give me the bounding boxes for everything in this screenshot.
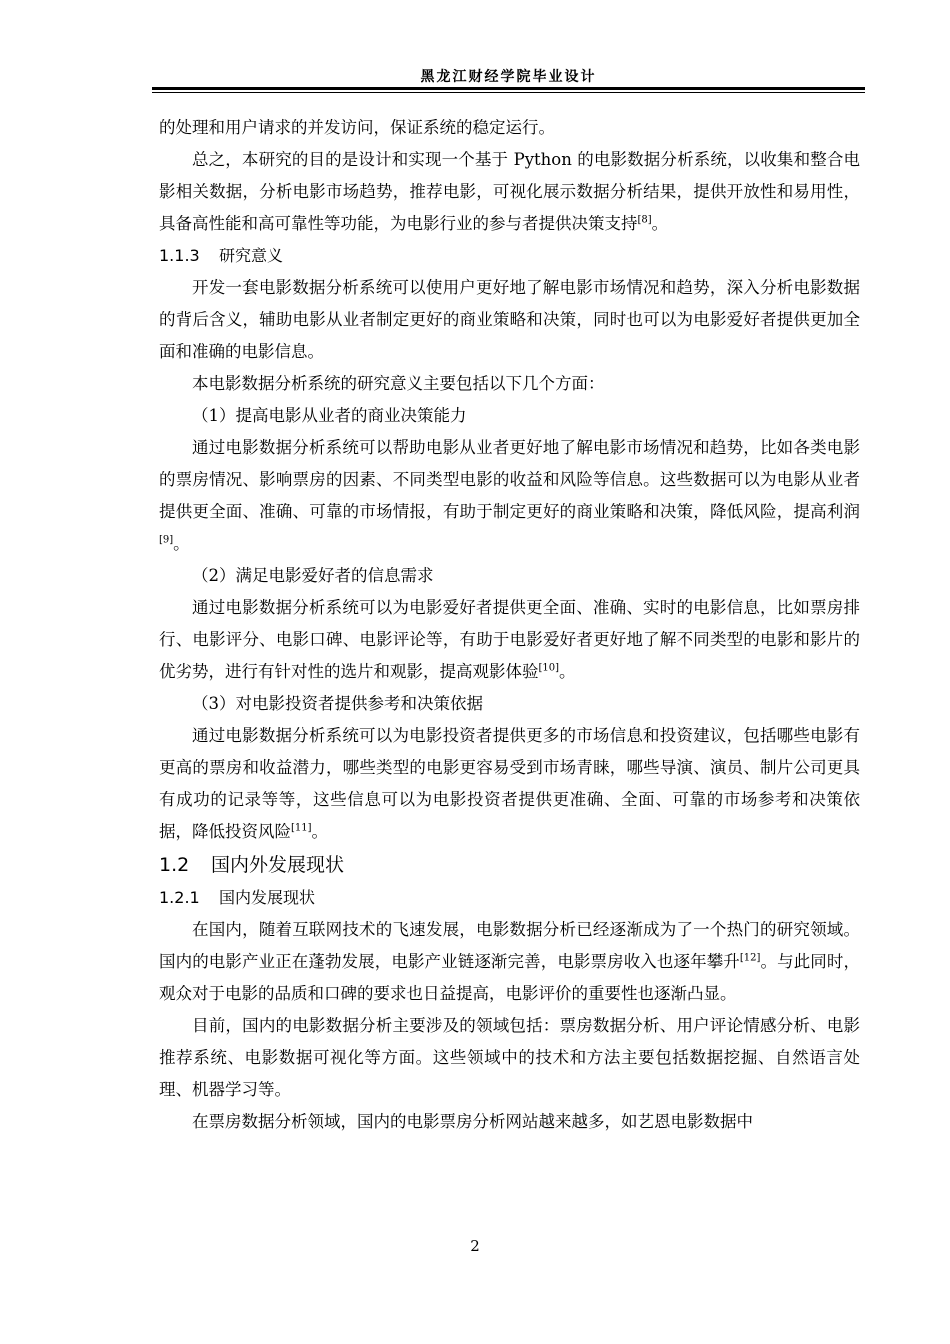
section-heading-1-2: 1.2 国内外发展现状 xyxy=(159,854,345,876)
citation: [8] xyxy=(637,214,652,226)
paragraph: 通过电影数据分析系统可以为电影爱好者提供更全面、准确、实时的电影信息，比如票房排行、电影评分、电影口碑、电影评论等，有助于电影爱好者更好地了解不同类型的电影和影片的优劣势，进行有针对性的选片和观影，提高观影体验[10]。 xyxy=(159,598,860,681)
page-number: 2 xyxy=(470,1237,480,1255)
paragraph: 的处理和用户请求的并发访问，保证系统的稳定运行。 xyxy=(159,118,555,137)
paragraph: 在国内，随着互联网技术的飞速发展，电影数据分析已经逐渐成为了一个热门的研究领域。国内的电影产业正在蓬勃发展，电影产业链逐渐完善，电影票房收入也逐年攀升[12]。与此同时，观众对于电影的品质和口碑的要求也日益提高，电影评价的重要性也逐渐凸显。 xyxy=(159,920,861,1003)
section-heading-1-1-3: 1.1.3 研究意义 xyxy=(159,246,284,265)
header-rule-thick xyxy=(152,87,865,90)
paragraph: 本电影数据分析系统的研究意义主要包括以下几个方面： xyxy=(192,374,605,393)
header-title: 黑龙江财经学院毕业设计 xyxy=(420,69,597,85)
list-heading: （2）满足电影爱好者的信息需求 xyxy=(192,566,434,585)
paragraph: 通过电影数据分析系统可以为电影投资者提供更多的市场信息和投资建议，包括哪些电影有更高的票房和收益潜力，哪些类型的电影更容易受到市场青睐，哪些导演、演员、制片公司更具有成功的记录等等，这些信息可以为电影投资者提供更准确、全面、可靠的市场参考和决策依据，降低投资风险[11]。 xyxy=(159,726,860,841)
document-body xyxy=(159,112,860,1138)
paragraph: 目前，国内的电影数据分析主要涉及的领域包括：票房数据分析、用户评论情感分析、电影推荐系统、电影数据可视化等方面。这些领域中的技术和方法主要包括数据挖掘、自然语言处理、机器学习等。 xyxy=(159,1016,860,1099)
section-heading-1-2-1: 1.2.1 国内发展现状 xyxy=(159,888,316,907)
page-header xyxy=(152,66,865,96)
header-rule-thin xyxy=(152,92,865,93)
list-heading: （3）对电影投资者提供参考和决策依据 xyxy=(192,694,483,713)
paragraph: 通过电影数据分析系统可以帮助电影从业者更好地了解电影市场情况和趋势，比如各类电影的票房情况、影响票房的因素、不同类型电影的收益和风险等信息。这些数据可以为电影从业者提供更全面、准确、可靠的市场情报，有助于制定更好的商业策略和决策，降低风险，提高利润[9]。 xyxy=(159,438,860,553)
citation: [11] xyxy=(291,822,312,834)
paragraph: 在票房数据分析领域，国内的电影票房分析网站越来越多，如艺恩电影数据中 xyxy=(192,1112,753,1131)
paragraph: 开发一套电影数据分析系统可以使用户更好地了解电影市场情况和趋势，深入分析电影数据的背后含义，辅助电影从业者制定更好的商业策略和决策，同时也可以为电影爱好者提供更加全面和准确的电影信息。 xyxy=(159,278,860,361)
citation: [9] xyxy=(159,534,174,546)
citation: [12] xyxy=(739,952,761,964)
list-heading: （1）提高电影从业者的商业决策能力 xyxy=(192,406,467,425)
citation: [10] xyxy=(538,662,560,674)
paragraph: 总之，本研究的目的是设计和实现一个基于 Python 的电影数据分析系统，以收集和整合电影相关数据，分析电影市场趋势，推荐电影，可视化展示数据分析结果，提供开放性和易用性，具备高性能和高可靠性等功能，为电影行业的参与者提供决策支持[8]。 xyxy=(159,150,860,233)
